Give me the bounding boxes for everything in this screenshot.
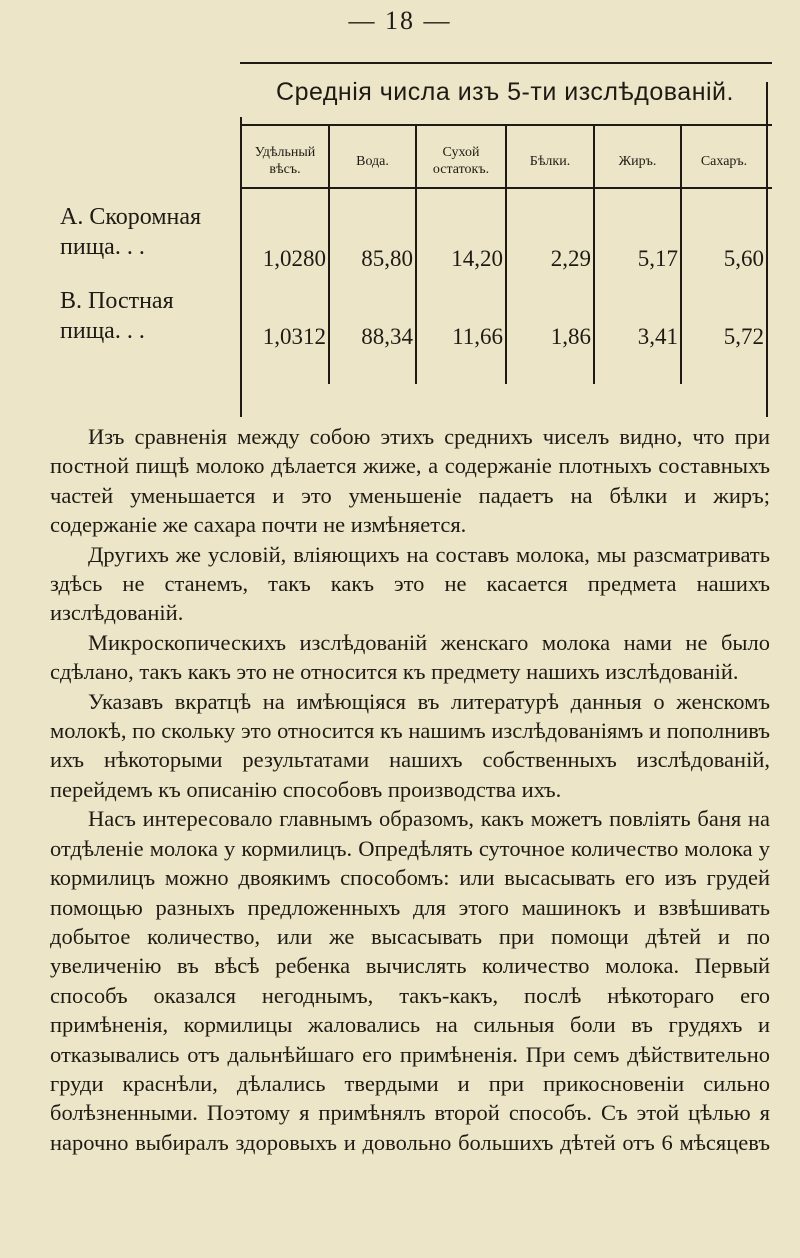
cell-b-sugar: 5,72 bbox=[723, 324, 764, 349]
cell-b-fat: 3,41 bbox=[637, 324, 678, 349]
cell-b-water: 88,34 bbox=[361, 324, 413, 349]
cell-a-fat: 5,17 bbox=[637, 246, 678, 271]
paragraph-bath-method: Насъ интересовало главнымъ образомъ, какъ можетъ повліять баня на отдѣленіе молока у кормилицъ. Опредѣлять суточное количество молока у кормилицъ можно двоякимъ способомъ: или высасывать его изъ грудей помощью разныхъ предложенныхъ для этого машинокъ и взвѣшивать добытое количество, или же высасывать при помощи дѣтей и по увеличенію въ вѣсѣ ребенка вычислять количество молока. Первый способъ оказался негоднымъ, такъ-какъ, послѣ нѣкотораго его примѣненія, кормилицы жаловались на сильныя боли въ грудяхъ и отказывались отъ дальнѣйшаго его примѣненія. При семъ дѣйствительно груди краснѣли, дѣлались твердыми и при прикосновеніи сильно болѣзненными. Поэтому я примѣнялъ второй способъ. Съ этой цѣлью я нарочно выбиралъ здоровыхъ и довольно большихъ дѣтей отъ 6 мѣсяцевъ bbox=[50, 806, 770, 1155]
paragraph-literature: Указавъ вкратцѣ на имѣющіяся въ литературѣ данныя о женскомъ молокѣ, по скольку это относится къ нашимъ изслѣдованіямъ и пополнивъ ихъ нѣкоторыми результатами нашихъ собственныхъ изслѣдованій, перейдемъ къ описанію способовъ производства ихъ. bbox=[50, 688, 770, 802]
cell-a-sugar: 5,60 bbox=[723, 246, 764, 271]
row-label-meat-diet: А. Скоромная пища. . . bbox=[60, 204, 202, 260]
cell-a-proteins: 2,29 bbox=[550, 246, 591, 271]
cell-b-dry-residue: 11,66 bbox=[452, 324, 503, 349]
header-water: Вода. bbox=[356, 153, 389, 169]
averages-table bbox=[60, 62, 772, 417]
cell-a-dry-residue: 14,20 bbox=[451, 246, 503, 271]
table-title: Среднія числа изъ 5-ти изслѣдованій. bbox=[276, 78, 734, 106]
cell-a-water: 85,80 bbox=[361, 246, 413, 271]
header-sugar: Сахаръ. bbox=[700, 153, 748, 169]
body-text bbox=[50, 422, 770, 1157]
table-top-rule bbox=[240, 62, 772, 64]
header-dry-residue: Сухой остатокъ. bbox=[432, 145, 490, 177]
header-specific-gravity: Удѣльный вѣсъ. bbox=[254, 145, 316, 177]
paragraph-other-conditions: Другихъ же условій, вліяющихъ на составъ молока, мы разсматривать здѣсь не станемъ, такъ какъ это не касается предмета нашихъ изслѣдованій. bbox=[50, 541, 770, 626]
table-right-rule bbox=[766, 82, 768, 417]
header-proteins: Бѣлки. bbox=[529, 153, 571, 169]
paragraph-comparison: Изъ сравненія между собою этихъ среднихъ чиселъ видно, что при постной пищѣ молоко дѣлается жиже, а содержаніе плотныхъ составныхъ частей уменьшается и это уменьшеніе падаетъ на бѣлки и жиръ; содержаніе же сахара почти не измѣняется. bbox=[50, 424, 770, 538]
paragraph-microscopy: Микроскопическихъ изслѣдованій женскаго молока нами не было сдѣлано, такъ какъ это не относится къ предмету нашихъ изслѣдованій. bbox=[50, 629, 770, 685]
cell-b-proteins: 1,86 bbox=[550, 324, 591, 349]
cell-a-specific-gravity: 1,0280 bbox=[262, 246, 326, 271]
header-fat: Жиръ. bbox=[618, 153, 657, 169]
cell-b-specific-gravity: 1,0312 bbox=[262, 324, 326, 349]
page-number: — 18 — bbox=[348, 6, 452, 35]
row-label-lenten-diet: В. Постная пища. . . bbox=[60, 288, 174, 344]
